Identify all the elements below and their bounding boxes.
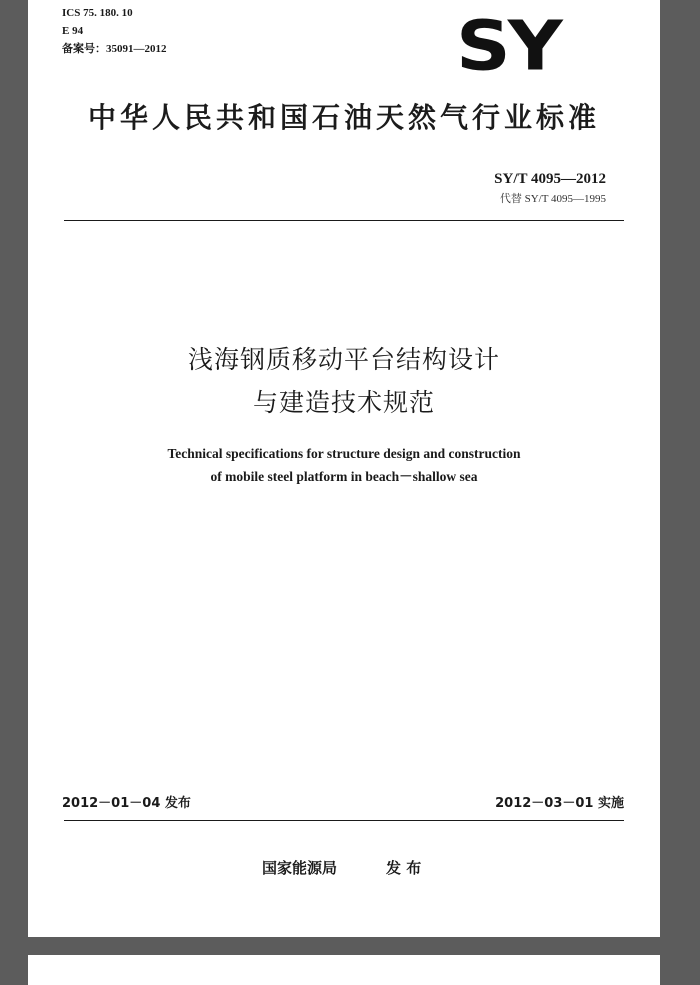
bottom-divider: [64, 820, 624, 821]
title-en-line-1: Technical specifications for structure design and construction: [167, 446, 521, 461]
title-en-line-2: of mobile steel platform in beach－shallow sea: [210, 469, 478, 484]
standard-code: SY/T 4095—2012: [494, 171, 606, 187]
title-cn-line-2: 与建造技术规范: [252, 388, 435, 417]
issuing-authority-title: 中华人民共和国石油天然气行业标准: [87, 101, 600, 134]
title-cn-line-1: 浅海钢质移动平台结构设计: [187, 345, 500, 374]
sy-logo: SY: [456, 5, 560, 86]
record-number: 备案号：35091—2012: [62, 43, 167, 55]
issue-date: 2012－01－04 发布: [62, 796, 191, 811]
ics-code: ICS 75. 180. 10: [62, 7, 133, 19]
category-code: E 94: [62, 25, 84, 37]
publisher-action: 发 布: [386, 859, 422, 877]
replaced-standard: 代替 SY/T 4095—1995: [499, 193, 606, 205]
next-page-edge: [28, 955, 660, 985]
top-divider: [64, 220, 624, 221]
publisher-name: 国家能源局: [262, 859, 338, 877]
effective-date: 2012－03－01 实施: [495, 796, 624, 811]
document-page: [28, 0, 660, 937]
